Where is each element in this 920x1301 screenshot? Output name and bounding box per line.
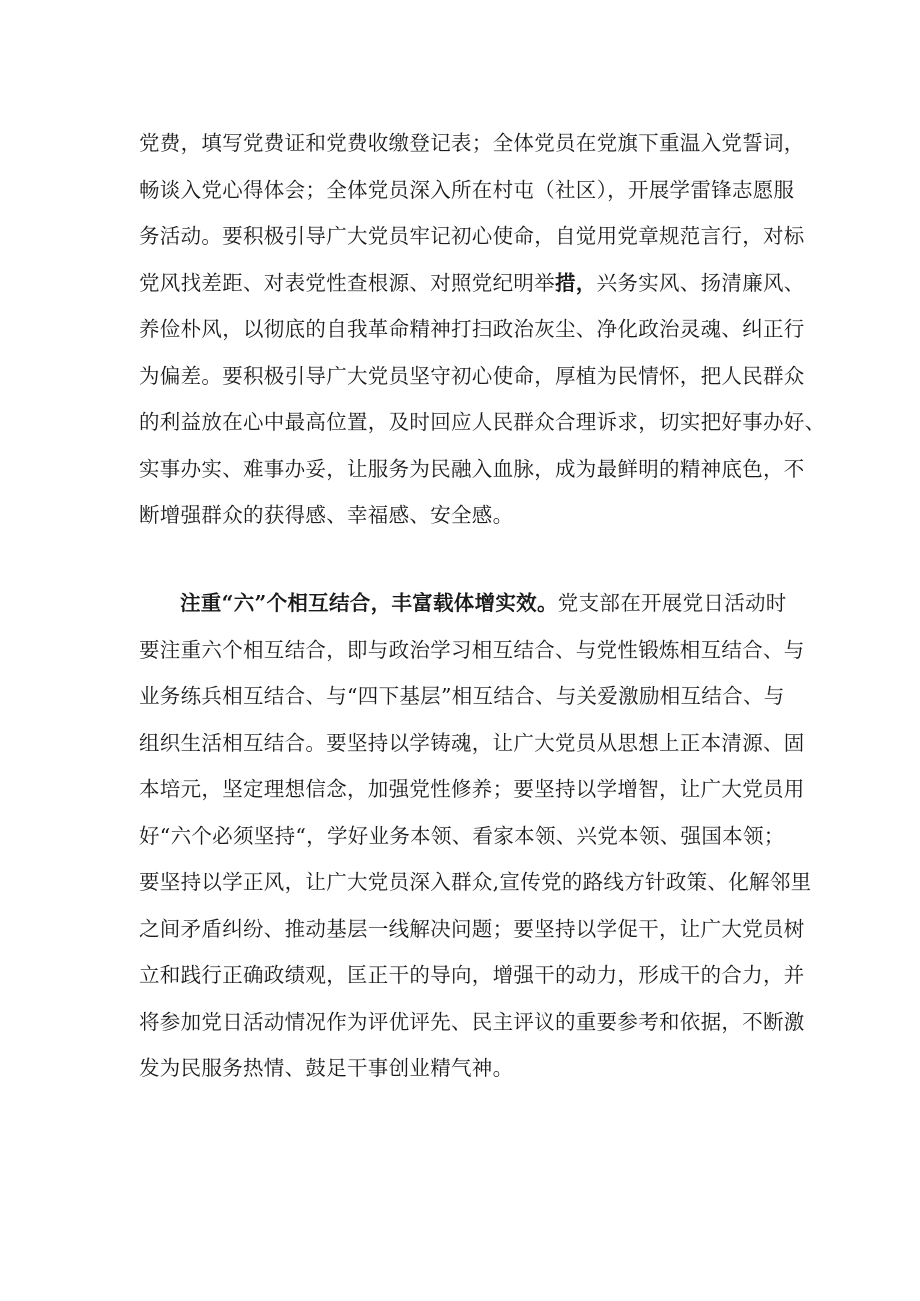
text-line: 之间矛盾纠纷、推动基层一线解决问题；要坚持以学促干，让广大党员树 bbox=[139, 916, 805, 941]
text-run: 兴务实风、扬清廉风、 bbox=[596, 270, 805, 295]
text-line: 为偏差。要积极引导广大党员坚守初心使命，厚植为民情怀，把人民群众 bbox=[139, 363, 805, 388]
text-line: 务活动。要积极引导广大党员牢记初心使命，自觉用党章规范言行，对标 bbox=[139, 224, 805, 248]
text-line bbox=[139, 260, 805, 307]
paragraph-1 bbox=[139, 120, 826, 539]
paragraph-2 bbox=[139, 580, 812, 1092]
text-line: 实事办实、难事办妥，让服务为民融入血脉，成为最鲜明的精神底色，不 bbox=[139, 456, 805, 481]
text-line: 发为民服务热情、鼓足干事创业精气神。 bbox=[139, 1056, 514, 1080]
text-line: 的利益放在心中最高位置，及时回应人民群众合理诉求，切实把好事办好、 bbox=[139, 410, 826, 434]
text-line: 好“六个必须坚持“，学好业务本领、看家本领、兴党本领、强国本领； bbox=[139, 823, 785, 848]
text-line: 将参加党日活动情况作为评优评先、民主评议的重要参考和依据，不断激 bbox=[139, 1009, 805, 1034]
bold-text-run: 措， bbox=[555, 270, 597, 295]
text-line: 立和践行正确政绩观，匡正干的导向，增强干的动力，形成干的合力，并 bbox=[139, 963, 805, 987]
text-run: 党支部在开展党日活动时 bbox=[557, 591, 787, 615]
text-line: 组织生活相互结合。要坚持以学铸魂，让广大党员从思想上正本清源、固 bbox=[139, 730, 805, 755]
section-heading: 注重“六”个相互结合，丰富载体增实效。 bbox=[180, 591, 558, 615]
text-line: 要坚持以学正风，让广大党员深入群众,宣传党的路线方针政策、化解邻里 bbox=[139, 870, 812, 894]
text-line bbox=[139, 580, 789, 627]
text-run: 党风找差距、对表党性查根源、对照党纪明举 bbox=[139, 270, 555, 295]
text-line: 党费，填写党费证和党费收缴登记表；全体党员在党旗下重温入党誓词， bbox=[139, 131, 805, 155]
text-line: 畅谈入党心得体会；全体党员深入所在村屯（社区），开展学雷锋志愿服 bbox=[139, 177, 795, 202]
text-line: 本培元，坚定理想信念，加强党性修养；要坚持以学增智，让广大党员用 bbox=[139, 777, 805, 801]
text-line: 断增强群众的获得感、幸福感、安全感。 bbox=[139, 503, 514, 527]
text-line: 养俭朴风，以彻底的自我革命精神打扫政治灰尘、净化政治灵魂、纠正行 bbox=[139, 317, 805, 341]
text-line: 业务练兵相互结合、与“四下基层”相互结合、与关爱激励相互结合、与 bbox=[139, 684, 785, 708]
text-line: 要注重六个相互结合，即与政治学习相互结合、与党性锻炼相互结合、与 bbox=[139, 637, 805, 662]
